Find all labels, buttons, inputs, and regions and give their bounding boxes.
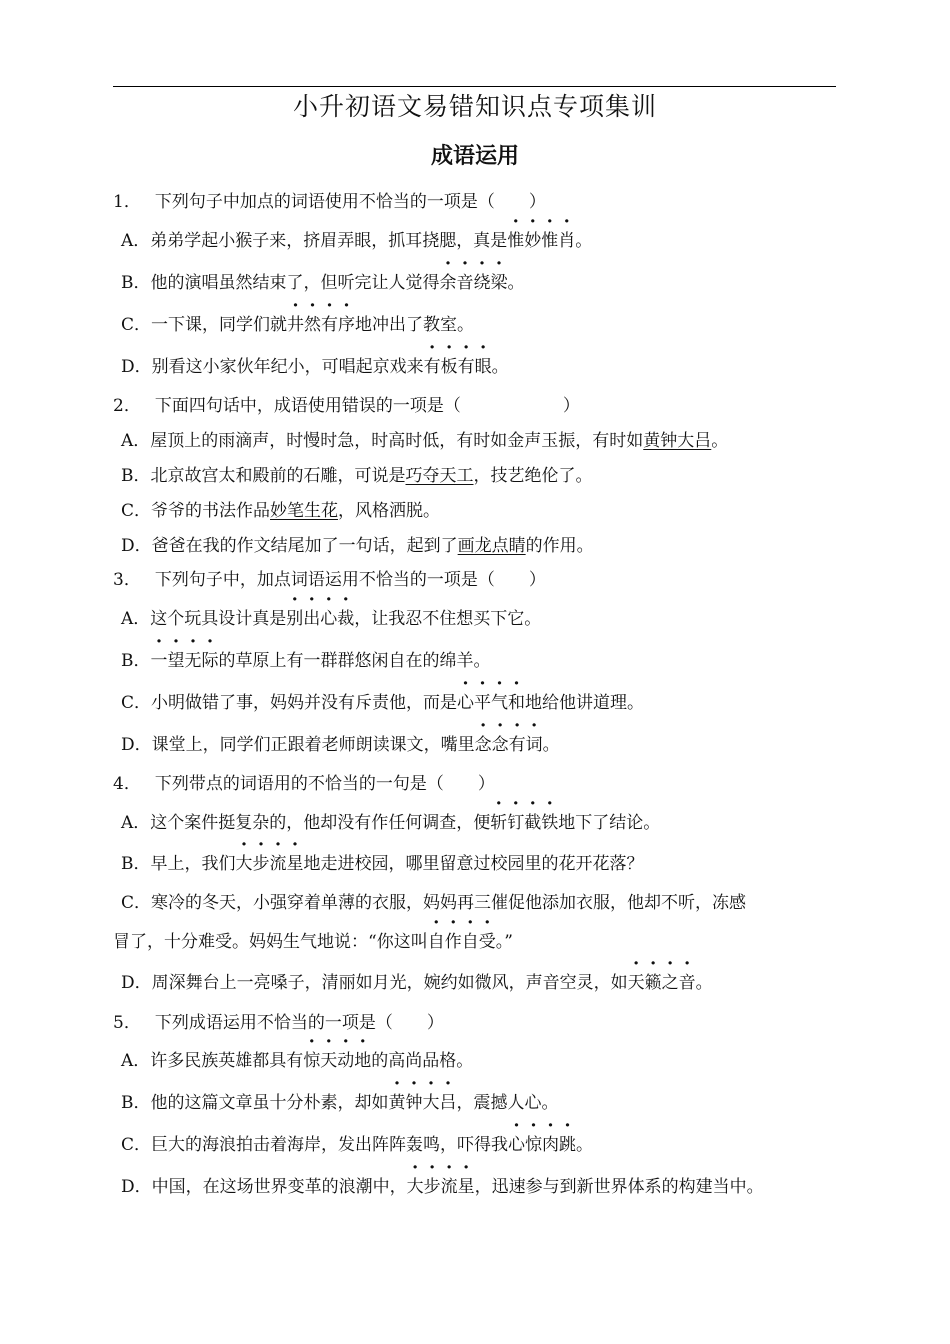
question-number: 1． xyxy=(113,192,141,212)
dotted-idiom: 念念有词 xyxy=(474,735,543,755)
q2-option-d: D．爸爸在我的作文结尾加了一句话，起到了画龙点睛的作用。 xyxy=(121,536,594,556)
q4-option-c-line2: 冒了，十分难受。妈妈生气地说：“你这叫自作自受。” xyxy=(113,932,513,952)
underlined-idiom: 画龙点睛 xyxy=(457,536,526,556)
question-number: 4． xyxy=(113,774,141,794)
page-title: 小升初语文易错知识点专项集训 xyxy=(292,92,657,121)
dotted-idiom: 心惊肉跳 xyxy=(508,1135,577,1155)
question-stem: 下列成语运用不恰当的一项是（ ） xyxy=(154,1013,444,1033)
dotted-idiom: 有板有眼 xyxy=(423,357,492,377)
dotted-idiom: 大步流星 xyxy=(406,1177,475,1197)
dotted-idiom: 别出心裁 xyxy=(286,609,355,629)
question-4 xyxy=(113,771,495,797)
question-number: 5． xyxy=(113,1013,141,1033)
dotted-idiom: 余音绕梁 xyxy=(439,273,508,293)
q3-option-d: D．课堂上，同学们正跟着老师朗读课文，嘴里念念有词。 xyxy=(121,735,560,755)
underlined-idiom: 巧夺天工 xyxy=(405,466,474,486)
dotted-idiom: 自作自受 xyxy=(427,932,496,952)
dotted-idiom: 井然有序 xyxy=(287,315,356,335)
q5-option-b: B．他的这篇文章虽十分朴素，却如黄钟大吕，震撼人心。 xyxy=(121,1093,559,1113)
q2-option-c: C．爷爷的书法作品妙笔生花，风格洒脱。 xyxy=(121,501,441,521)
q4-option-c-line1: C．寒冷的冬天，小强穿着单薄的衣服，妈妈再三催促他添加衣服，他却不听，冻感 xyxy=(121,893,747,913)
q3-option-c: C．小明做错了事，妈妈并没有斥责他，而是心平气和地给他讲道理。 xyxy=(121,693,645,713)
q2-option-b: B．北京故宫太和殿前的石雕，可说是巧夺天工，技艺绝伦了。 xyxy=(121,466,593,486)
question-stem: 下列句子中，加点词语运用不恰当的一项是（ ） xyxy=(154,570,546,590)
dotted-idiom: 一望无际 xyxy=(150,651,219,671)
q1-option-a: A．弟弟学起小猴子来，挤眉弄眼，抓耳挠腮，真是惟妙惟肖。 xyxy=(121,231,593,251)
q1-option-d: D．别看这小家伙年纪小，可唱起京戏来有板有眼。 xyxy=(121,357,509,377)
q1-option-c: C．一下课，同学们就井然有序地冲出了教室。 xyxy=(121,315,475,335)
dotted-idiom: 大步流星 xyxy=(235,854,304,874)
q5-option-c: C．巨大的海浪拍击着海岸，发出阵阵轰鸣，吓得我心惊肉跳。 xyxy=(121,1135,594,1155)
underlined-idiom: 黄钟大吕 xyxy=(643,431,712,451)
q4-option-d: D．周深舞台上一亮嗓子，清丽如月光，婉约如微风，声音空灵，如天籁之音。 xyxy=(121,973,713,993)
question-2 xyxy=(113,393,580,419)
question-stem: 下面四句话中，成语使用错误的一项是（ ） xyxy=(154,396,580,416)
question-stem: 下列带点的词语用的不恰当的一句是（ ） xyxy=(154,774,495,794)
q5-option-d: D．中国，在这场世界变革的浪潮中，大步流星，迅速参与到新世界体系的构建当中。 xyxy=(121,1177,764,1197)
section-subtitle: 成语运用 xyxy=(430,144,519,169)
dotted-idiom: 惊天动地 xyxy=(303,1051,372,1071)
question-1 xyxy=(113,189,546,215)
q4-option-a: A．这个案件挺复杂的，他却没有作任何调查，便斩钉截铁地下了结论。 xyxy=(121,813,661,833)
dotted-idiom: 黄钟大吕 xyxy=(388,1093,457,1113)
q2-option-a: A．屋顶上的雨滴声，时慢时急，时高时低，有时如金声玉振，有时如黄钟大吕。 xyxy=(121,431,729,451)
dotted-idiom: 斩钉截铁 xyxy=(490,813,559,833)
q3-option-a: A．这个玩具设计真是别出心裁，让我忍不住想买下它。 xyxy=(121,609,542,629)
q3-option-b: B．一望无际的草原上有一群群悠闲自在的绵羊。 xyxy=(121,651,491,671)
header-rule xyxy=(113,86,836,87)
q4-option-b: B．早上，我们大步流星地走进校园，哪里留意过校园里的花开花落？ xyxy=(121,854,644,874)
q5-option-a: A．许多民族英雄都具有惊天动地的高尚品格。 xyxy=(121,1051,474,1071)
dotted-idiom: 心平气和 xyxy=(457,693,526,713)
question-number: 3． xyxy=(113,570,141,590)
q1-option-b: B．他的演唱虽然结束了，但听完让人觉得余音绕梁。 xyxy=(121,273,525,293)
question-number: 2． xyxy=(113,396,141,416)
question-5 xyxy=(113,1010,444,1036)
dotted-idiom: 惟妙惟肖 xyxy=(507,231,576,251)
underlined-idiom: 妙笔生花 xyxy=(270,501,339,521)
dotted-idiom: 天籁之音 xyxy=(627,973,696,993)
question-stem: 下列句子中加点的词语使用不恰当的一项是（ ） xyxy=(154,192,546,212)
